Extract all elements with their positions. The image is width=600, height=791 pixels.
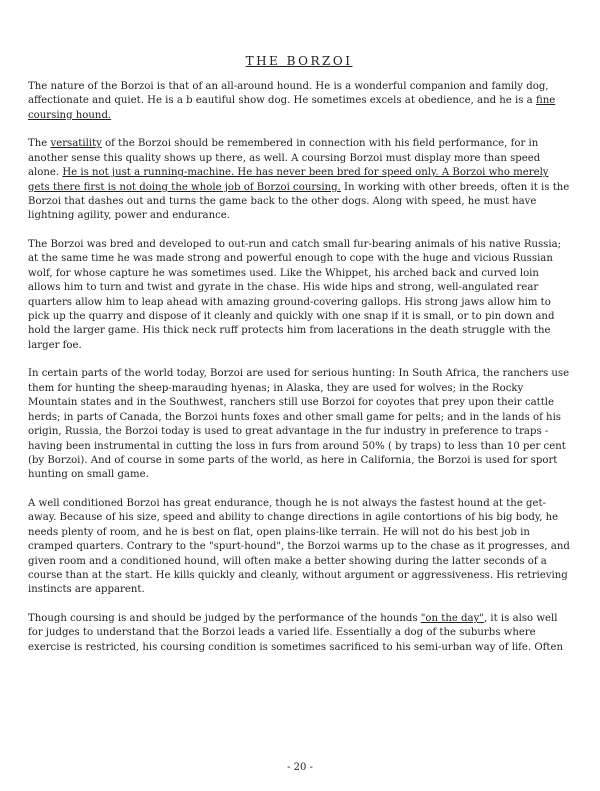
text-segment: The nature of the Borzoi is that of an all-around hound. He is a wonderful companion and family dog, affectionate and quiet. He is a b eautiful show dog. He sometimes excels at obedience, and he is a [28,81,549,107]
text-segment: Though coursing is and should be judged by the performance of the hounds [28,612,421,624]
page-title: THE BORZOI [245,54,353,68]
text-segment: The [28,138,51,150]
underlined-text: "on the day" [420,612,484,624]
text-segment: , it is also well for judges to understand that the Borzoi leads a varied life. Essentially a dog of the suburbs where exercise is restricted, his coursing condition is sometimes sacrificed to his semi-urban way of life. Often [28,612,563,653]
text-segment: A well conditioned Borzoi has great endurance, though he is not always the fastest hound at the get-away. Because of his size, speed and ability to change directions in agile contortions of his big body, he needs plenty of room, and he is best on flat, open plains-like terrain. He will not do his best job in cramped quarters. Contrary to the "spurt-hound", the Borzoi warms up to the chase as it progresses, and given room and a conditioned hound, will often make a better showing during the latter seconds of a course than at the start. He kills quickly and cleanly, without argument or aggressiveness. His retrieving instincts are apparent. [28,497,570,596]
paragraph [28,367,570,482]
text-segment: In working with other breeds, often it is the Borzoi that dashes out and turns the game back to the other dogs. Along with speed, he must have lightning agility, power and endurance. [28,181,570,222]
page-number: - 20 - [287,762,313,773]
paragraph [28,80,570,123]
text-segment: In certain parts of the world today, Borzoi are used for serious hunting: In South Africa, the ranchers use them for hunting the sheep-marauding hyenas; in Alaska, they are used for wolves; in the Rocky Mountain states and in the Southwest, ranchers still use Borzoi for coyotes that prey upon their cattle herds; in parts of Canada, the Borzoi hunts foxes and other small game for pelts; and in the lands of his origin, Russia, the Borzoi today is used to great advantage in the fur industry in preference to traps - having been instrumental in cutting the loss in furs from around 50% ( by traps) to less than 10 per cent (by Borzoi). And of course in some parts of the world, as here in California, the Borzoi is used for sport hunting on small game. [28,368,570,481]
underlined-text: versatility [50,138,102,150]
paragraph [28,137,570,223]
body-text [28,80,570,655]
underlined-text: He is not just a running-machine. He has never been bred for speed only. A Borzoi who merely gets there first is not doing the whole job of Borzoi coursing. [28,167,549,193]
text-segment: The Borzoi was bred and developed to out-run and catch small fur-bearing animals of his native Russia; at the same time he was made strong and powerful enough to cope with the huge and vicious Russian wolf, for whose capture he was sometimes used. Like the Whippet, his arched back and curved loin allows him to turn and twist and gyrate in the chase. His wide hips and strong, well-angulated rear quarters allow him to leap ahead with amazing ground-covering gallops. His strong jaws allow him to pick up the quarry and dispose of it cleanly and quickly with one snap if it is small, or to pin down and hold the larger game. His thick neck ruff protects him from lacerations in the death struggle with the larger foe. [28,239,562,351]
paragraph [28,238,570,353]
paragraph [28,497,570,598]
underlined-text: fine coursing hound. [28,95,556,121]
text-segment: of the Borzoi should be remembered in connection with his field performance, for in another sense this quality shows up there, as well. A coursing Borzoi must display more than speed alone. [28,138,541,179]
paragraph [28,612,570,655]
